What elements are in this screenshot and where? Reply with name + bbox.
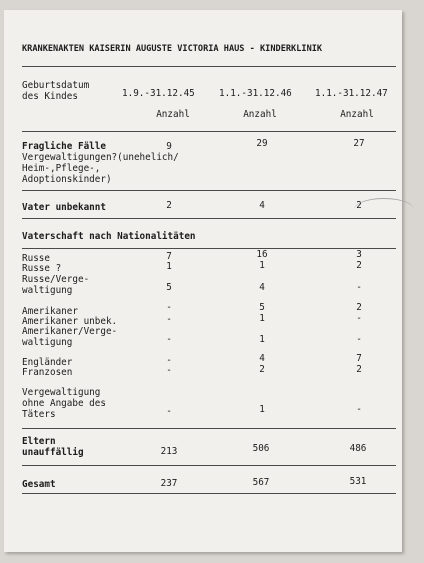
- divider: [22, 190, 396, 191]
- row-label-gesamt: Gesamt: [22, 479, 56, 490]
- period-1946: 1.1.-31.12.46: [219, 88, 292, 99]
- cell-russe-1946: 16: [256, 249, 268, 260]
- row-label-vater: Vater unbekannt: [22, 202, 106, 213]
- cell-ohne-angabe-1947: -: [356, 404, 362, 415]
- cell-englaender-1946: 4: [259, 353, 265, 364]
- cell-fragliche-1945: 9: [166, 141, 172, 152]
- row-label-franzosen: Franzosen: [22, 367, 73, 378]
- cell-amerikaner-1945: -: [166, 302, 172, 313]
- birthdate-label: Geburtsdatum des Kindes: [22, 80, 90, 102]
- cell-amerikaner-verg-1947: -: [356, 334, 362, 345]
- cell-amerikaner-unbek-1947: -: [356, 313, 362, 324]
- cell-eltern-1945: 213: [160, 446, 178, 457]
- cell-gesamt-1946: 567: [252, 477, 270, 488]
- cell-eltern-1947: 486: [349, 443, 367, 454]
- cell-englaender-1947: 7: [356, 353, 362, 364]
- cell-vater-1946: 4: [259, 200, 265, 211]
- cell-russe-1947: 3: [356, 249, 362, 260]
- cell-franzosen-1947: 2: [356, 364, 362, 375]
- divider: [22, 428, 396, 429]
- cell-vater-1945: 2: [166, 200, 172, 211]
- divider: [22, 218, 396, 219]
- cell-russe-q-1947: 2: [356, 260, 362, 271]
- divider: [22, 131, 396, 132]
- cell-amerikaner-verg-1945: -: [166, 334, 172, 345]
- cell-ohne-angabe-1945: -: [166, 406, 172, 417]
- row-label-amerikaner: Amerikaner: [22, 306, 78, 317]
- row-label-russe-q: Russe ?: [22, 263, 62, 274]
- cell-ohne-angabe-1946: 1: [259, 404, 265, 415]
- row-label-russe-verg: Russe/Verge- waltigung: [22, 274, 90, 296]
- cell-eltern-1946: 506: [252, 443, 270, 454]
- divider: [22, 493, 396, 494]
- count-header-1: Anzahl: [156, 109, 190, 120]
- row-label-amerikaner-verg: Amerikaner/Verge- waltigung: [22, 326, 118, 348]
- cell-gesamt-1945: 237: [160, 478, 178, 489]
- row-label-amerikaner-unbek: Amerikaner unbek.: [22, 316, 118, 327]
- divider: [22, 66, 396, 67]
- cell-englaender-1945: -: [166, 355, 172, 366]
- document-page: [4, 10, 402, 552]
- cell-franzosen-1945: -: [166, 365, 172, 376]
- divider: [22, 465, 396, 466]
- period-1945: 1.9.-31.12.45: [122, 88, 195, 99]
- count-header-3: Anzahl: [340, 109, 374, 120]
- cell-amerikaner-unbek-1946: 1: [259, 313, 265, 324]
- cell-russe-q-1946: 1: [259, 260, 265, 271]
- row-label-englaender: Engländer: [22, 357, 73, 368]
- cell-vater-1947: 2: [356, 200, 362, 211]
- cell-amerikaner-1946: 5: [259, 302, 265, 313]
- section-heading: Vaterschaft nach Nationalitäten: [22, 231, 196, 242]
- cell-franzosen-1946: 2: [259, 364, 265, 375]
- cell-russe-1945: 7: [166, 251, 172, 262]
- period-1947: 1.1.-31.12.47: [315, 88, 388, 99]
- cell-amerikaner-unbek-1945: -: [166, 314, 172, 325]
- cell-russe-verg-1947: -: [356, 282, 362, 293]
- cell-russe-verg-1945: 5: [166, 282, 172, 293]
- cell-russe-verg-1946: 4: [259, 282, 265, 293]
- cell-amerikaner-1947: 2: [356, 302, 362, 313]
- cell-fragliche-1946: 29: [256, 138, 268, 149]
- row-label-ohne-angabe: Vergewaltigung ohne Angabe des Täters: [22, 387, 106, 420]
- document-title: KRANKENAKTEN KAISERIN AUGUSTE VICTORIA HAUS - KINDERKLINIK: [22, 44, 323, 54]
- row-label-eltern: Eltern unauffällig: [22, 436, 84, 458]
- cell-amerikaner-verg-1946: 1: [259, 334, 265, 345]
- cell-gesamt-1947: 531: [349, 476, 367, 487]
- row-label-russe: Russe: [22, 253, 50, 264]
- row-sublabel-fragliche: Vergewaltigungen?(unehelich/ Heim-,Pflege-, Adoptionskinder): [22, 152, 179, 185]
- divider: [22, 248, 396, 249]
- row-label-fragliche: Fragliche Fälle: [22, 141, 106, 152]
- cell-fragliche-1947: 27: [353, 138, 365, 149]
- count-header-2: Anzahl: [243, 109, 277, 120]
- cell-russe-q-1945: 1: [166, 261, 172, 272]
